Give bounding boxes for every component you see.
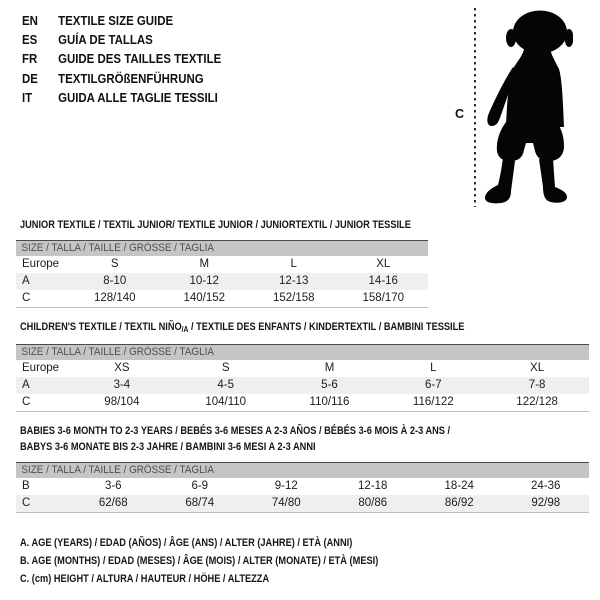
table-cell: 4-5 [217, 379, 234, 391]
table-row [16, 273, 428, 290]
junior-table [16, 240, 428, 308]
table-cell: 7-8 [528, 379, 546, 391]
junior-size-header-text: SIZE / TALLA / TAILLE / GRÖSSE / TAGLIA [21, 242, 214, 254]
height-dashed-line [474, 8, 476, 207]
table-row [16, 360, 589, 377]
table-cell: XS [114, 362, 130, 374]
table-cell: 3-6 [104, 480, 122, 492]
language-code: FR [22, 51, 38, 67]
table-row [16, 256, 428, 273]
language-row [22, 88, 221, 107]
language-label: GUÍA DE TALLAS [58, 32, 153, 48]
children-table-title [20, 319, 549, 338]
babies-table [16, 462, 589, 513]
table-cell: 12-13 [279, 275, 309, 287]
table-cell: 8-10 [103, 275, 127, 287]
language-label: TEXTILE SIZE GUIDE [58, 13, 174, 28]
junior-table-title [20, 217, 485, 233]
table-cell: 122/128 [516, 396, 558, 408]
children-table-title-text: CHILDREN'S TEXTILE / TEXTIL $NIÑO_{/A}$ / TEXTILE DES ENFANTS / KINDERTEXTIL / BAMBINI TESSILE [20, 321, 465, 334]
language-label: GUIDA ALLE TAGLIE TESSILI [58, 89, 218, 105]
table-cell: M [324, 362, 335, 374]
table-cell: 5-6 [321, 379, 338, 391]
footnotes [20, 534, 447, 588]
table-cell: L [290, 258, 297, 270]
table-cell: 98/104 [104, 396, 140, 408]
table-cell: XL [530, 362, 545, 374]
table-cell: 6-7 [424, 379, 442, 391]
row-label: A [22, 379, 30, 391]
table-cell: 152/158 [272, 292, 315, 304]
table-cell: 18-24 [444, 480, 474, 492]
language-code: DE [22, 70, 38, 86]
language-code: EN [22, 13, 38, 28]
babies-table-title [20, 423, 532, 455]
children-size-header-text: SIZE / TALLA / TAILLE / GRÖSSE / TAGLIA [21, 346, 214, 358]
children-size-header [16, 345, 589, 360]
table-cell: 128/140 [93, 292, 136, 304]
table-cell: 116/122 [412, 396, 454, 408]
language-row [22, 49, 221, 68]
row-label: C [22, 396, 31, 408]
table-cell: S [110, 258, 119, 270]
footnote-b: B. AGE (MONTHS) / EDAD (MESES) / ÂGE (MOIS) / ALTER (MONATE) / ETÀ (MESI) [20, 555, 379, 567]
children-table [16, 344, 589, 412]
baby-silhouette-icon [483, 9, 573, 207]
table-cell: 14-16 [368, 275, 398, 287]
language-code: IT [22, 89, 33, 105]
table-cell: 110/116 [309, 396, 350, 408]
table-row [16, 394, 589, 411]
row-label: B [22, 480, 30, 492]
table-cell: 68/74 [185, 497, 215, 509]
table-cell: 80/86 [358, 497, 388, 509]
table-row [16, 478, 589, 495]
table-cell: 3-4 [113, 379, 131, 391]
table-cell: 12-18 [358, 480, 388, 492]
language-row [22, 69, 221, 88]
table-cell: 158/170 [362, 292, 405, 304]
table-cell: 86/92 [444, 497, 474, 509]
babies-table-title-line1: BABIES 3-6 MONTH TO 2-3 YEARS / BEBÉS 3-6 MESES A 2-3 AÑOS / BÉBÉS 3-6 MOIS À 2-3 ANS / [20, 425, 451, 437]
babies-size-header [16, 463, 589, 478]
language-guide [22, 11, 248, 107]
table-cell: 74/80 [271, 497, 301, 509]
language-label: GUIDE DES TAILLES TEXTILE [58, 51, 222, 67]
table-row [16, 377, 589, 394]
babies-table-title-line2: BABYS 3-6 MONATE BIS 2-3 JAHRE / BAMBINI 3-6 MESI A 2-3 ANNI [20, 441, 316, 453]
table-cell: 92/98 [531, 497, 561, 509]
language-code: ES [22, 32, 38, 48]
language-label: TEXTILGRÖßENFÜHRUNG [58, 70, 204, 86]
title-subscript: /A [181, 325, 189, 334]
table-cell: M [199, 258, 210, 270]
junior-size-header [16, 241, 428, 256]
height-marker-label: C [455, 107, 465, 121]
table-cell: L [430, 362, 437, 374]
table-row [16, 495, 589, 512]
table-cell: 10-12 [189, 275, 219, 287]
table-cell: 9-12 [274, 480, 298, 492]
row-label: C [22, 292, 31, 304]
footnote-a: A. AGE (YEARS) / EDAD (AÑOS) / ÂGE (ANS) / ALTER (JAHRE) / ETÀ (ANNI) [20, 537, 353, 549]
table-cell: S [221, 362, 230, 374]
footnote-c: C. (cm) HEIGHT / ALTURA / HAUTEUR / HÖHE / ALTEZZA [20, 573, 270, 585]
row-label: A [22, 275, 30, 287]
row-label: Europe [22, 362, 60, 374]
table-cell: 104/110 [205, 396, 247, 408]
table-row [16, 290, 428, 307]
language-row [22, 30, 221, 49]
table-cell: 140/152 [183, 292, 226, 304]
row-label: Europe [22, 258, 60, 270]
language-row [22, 11, 221, 30]
table-cell: 62/68 [98, 497, 128, 509]
table-cell: 6-9 [191, 480, 209, 492]
row-label: C [22, 497, 31, 509]
junior-table-title-text: JUNIOR TEXTILE / TEXTIL JUNIOR/ TEXTILE JUNIOR / JUNIORTEXTIL / JUNIOR TESSILE [20, 219, 411, 231]
table-cell: XL [376, 258, 391, 270]
table-cell: 24-36 [531, 480, 561, 492]
babies-size-header-text: SIZE / TALLA / TAILLE / GRÖSSE / TAGLIA [21, 464, 214, 476]
